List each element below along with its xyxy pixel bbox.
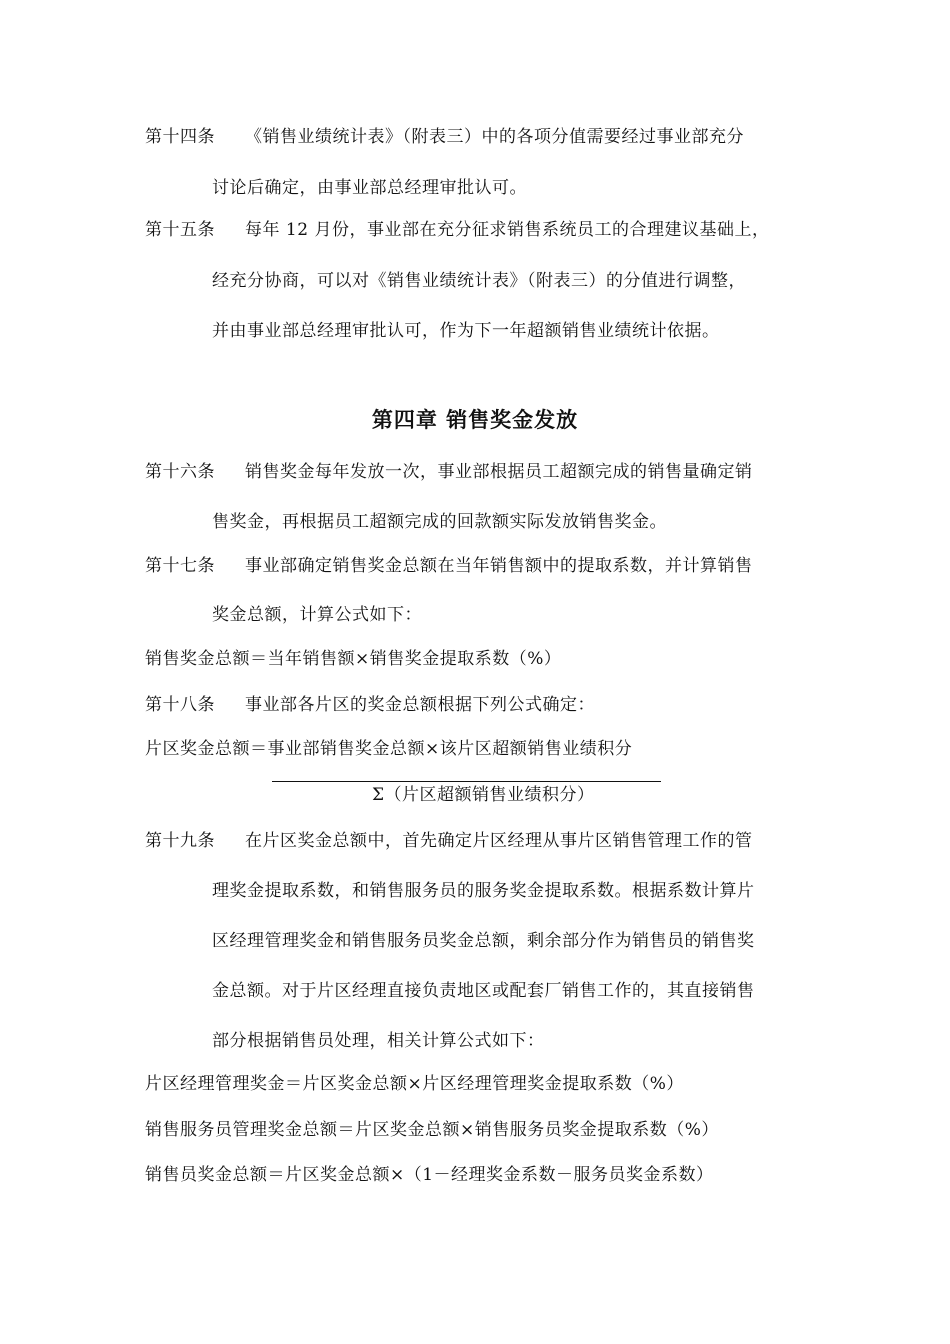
article-19-line-2: 理奖金提取系数，和销售服务员的服务奖金提取系数。根据系数计算片 (212, 881, 755, 901)
article-18-formula-numerator: 片区奖金总额＝事业部销售奖金总额×该片区超额销售业绩积分 (145, 739, 633, 759)
article-15-line-1 (145, 219, 769, 241)
article-17-formula: 销售奖金总额＝当年销售额×销售奖金提取系数（%） (145, 649, 562, 669)
article-14-line-1 (145, 126, 744, 148)
article-19-formula-3: 销售员奖金总额＝片区奖金总额×（1－经理奖金系数－服务员奖金系数） (145, 1165, 714, 1185)
article-19-line-1 (145, 830, 753, 852)
article-15-line-2: 经充分协商，可以对《销售业绩统计表》（附表三）的分值进行调整， (212, 271, 746, 291)
article-19-number: 第十九条 (145, 831, 215, 851)
article-17-number: 第十七条 (145, 556, 215, 576)
article-19-line-4: 金总额。对于片区经理直接负责地区或配套厂销售工作的，其直接销售 (212, 981, 755, 1001)
article-15-number: 第十五条 (145, 220, 215, 240)
article-19-text-1: 在片区奖金总额中，首先确定片区经理从事片区销售管理工作的管 (245, 831, 753, 851)
article-16-text-1: 销售奖金每年发放一次，事业部根据员工超额完成的销售量确定销 (245, 462, 753, 482)
article-19-line-3: 区经理管理奖金和销售服务员奖金总额，剩余部分作为销售员的销售奖 (212, 931, 755, 951)
article-18-line-1 (145, 694, 595, 716)
article-17-line-1 (145, 555, 753, 577)
article-18-formula-denominator: Σ（片区超额销售业绩积分） (372, 785, 595, 805)
article-16-line-2: 售奖金，再根据员工超额完成的回款额实际发放销售奖金。 (212, 512, 667, 532)
article-14-number: 第十四条 (145, 127, 215, 147)
article-14-text-1: 《销售业绩统计表》（附表三）中的各项分值需要经过事业部充分 (245, 127, 744, 147)
article-18-number: 第十八条 (145, 695, 215, 715)
fraction-bar (272, 781, 661, 782)
article-17-line-2: 奖金总额，计算公式如下： (212, 605, 422, 625)
article-17-text-1: 事业部确定销售奖金总额在当年销售额中的提取系数，并计算销售 (245, 556, 753, 576)
article-18-text-1: 事业部各片区的奖金总额根据下列公式确定： (245, 695, 595, 715)
article-16-number: 第十六条 (145, 462, 215, 482)
article-19-line-5: 部分根据销售员处理，相关计算公式如下： (212, 1031, 545, 1051)
article-14-line-2: 讨论后确定，由事业部总经理审批认可。 (212, 178, 527, 198)
article-16-line-1 (145, 461, 753, 483)
chapter-title: 第四章 销售奖金发放 (371, 408, 579, 432)
article-15-text-1: 每年 12 月份，事业部在充分征求销售系统员工的合理建议基础上， (245, 220, 770, 240)
article-19-formula-1: 片区经理管理奖金＝片区奖金总额×片区经理管理奖金提取系数（%） (145, 1074, 684, 1094)
article-19-formula-2: 销售服务员管理奖金总额＝片区奖金总额×销售服务员奖金提取系数（%） (145, 1120, 719, 1140)
article-15-line-3: 并由事业部总经理审批认可，作为下一年超额销售业绩统计依据。 (212, 321, 720, 341)
